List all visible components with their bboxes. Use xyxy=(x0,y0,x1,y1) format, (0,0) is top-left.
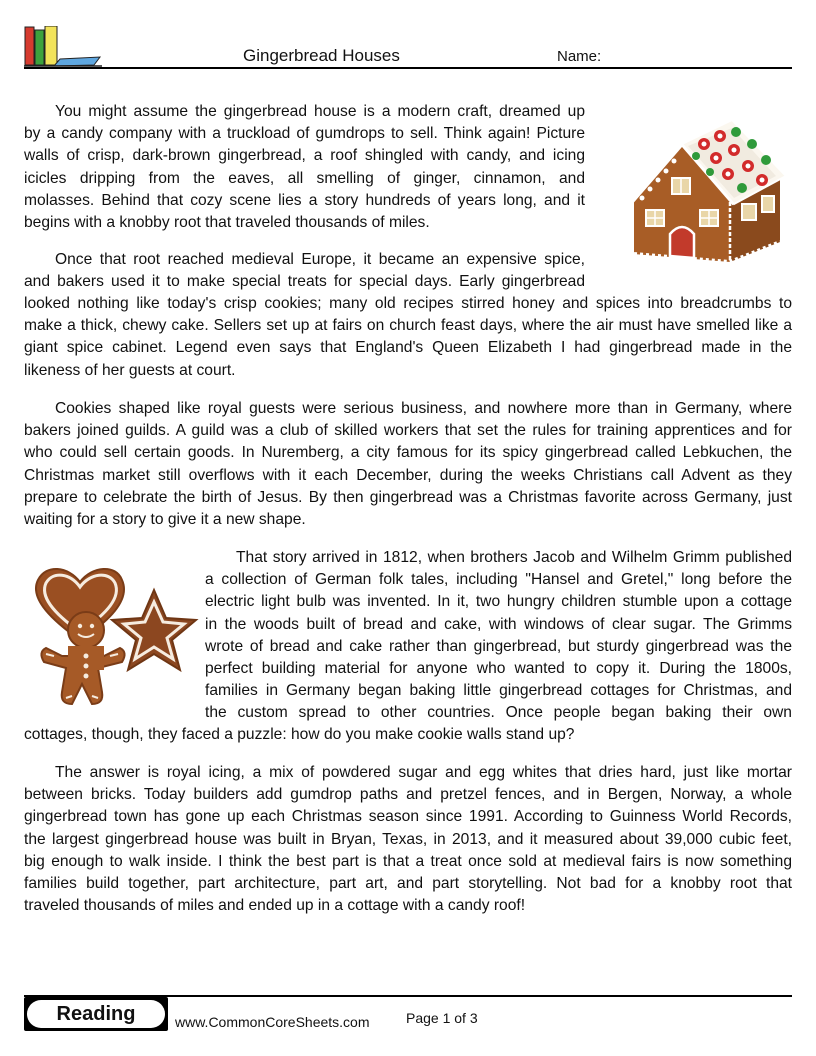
site-url: www.CommonCoreSheets.com xyxy=(175,1014,370,1030)
text-line: giant spice cabinet. Legend even says that England's Queen Elizabeth I had gingerbread made in the xyxy=(24,339,792,357)
text-line: That story arrived in 1812, when brothers Jacob and Wilhelm Grimm published xyxy=(236,549,792,566)
books-logo-icon xyxy=(24,26,104,68)
text-line: families build together, part architecture, part art, and part storytelling. Not bad for a knobby root that xyxy=(24,875,792,893)
gingerbread-house-icon xyxy=(612,106,792,268)
paragraph-5 xyxy=(24,762,792,917)
text-line: walls of crisp, dark-brown gingerbread, a roof shingled with candy, and icing xyxy=(24,147,585,165)
text-line: the custom spread to other countries. Once people began baking their own xyxy=(205,704,792,722)
text-line: You might assume the gingerbread house is a modern craft, dreamed up xyxy=(55,103,585,120)
text-line: prepare to celebrate the birth of Jesus. By then gingerbread was a Christmas favorite across Germany, just xyxy=(24,488,792,506)
text-line: who could sell certain goods. In Nuremberg, a city famous for its spicy gingerbread called Lebkuchen, the xyxy=(24,444,792,462)
text-line: looked nothing like today's crisp cookies; many old recipes stirred honey and spices into breadcrumbs to xyxy=(24,295,792,312)
page-header xyxy=(24,0,792,70)
text-line: bakers joined guilds. A guild was a club of skilled workers that set the rules for training apprentices and for xyxy=(24,422,792,440)
text-line: between bricks. Today builders add gumdrop paths and pretzel fences, and in Bergen, Norway, a whole xyxy=(24,786,792,804)
subject-badge xyxy=(24,997,168,1031)
text-line: Cookies shaped like royal guests were serious business, and nowhere more than in Germany, where xyxy=(55,400,792,417)
text-line: families in Germany began baking little gingerbread cottages for Christmas, and xyxy=(205,682,792,700)
text-line: begins with a knobby root that traveled thousands of miles. xyxy=(24,214,430,232)
paragraph-1 xyxy=(24,101,585,234)
text-line: perfect building material for anyone who wanted to copy it. During the 1800s, xyxy=(205,660,792,678)
text-line: traveled thousands of miles and ended up in a cottage with a candy roof! xyxy=(24,897,526,915)
text-line: by a candy company with a truckload of gumdrops to sell. Think again! Picture xyxy=(24,125,585,143)
page-title: Gingerbread Houses xyxy=(243,46,400,65)
text-line: icicles dripping from the eaves, all smelling of ginger, cinnamon, and xyxy=(24,169,585,187)
text-line: gingerbread town has gone up each Christmas season since 1991. According to Guinness World Records, xyxy=(24,808,792,826)
name-label: Name: xyxy=(557,48,602,65)
text-line: wrote of bread and cake rather than gingerbread, but sturdy gingerbread was the xyxy=(205,637,792,655)
text-line: Christmas market still overflows with it each December, during the weeks Christians call Advent as they xyxy=(24,466,792,484)
text-line: a collection of German folk tales, including "Hansel and Gretel," long before the xyxy=(205,571,792,589)
text-line: likeness of her guests at court. xyxy=(24,361,236,379)
gingerbread-cookies-icon xyxy=(26,552,201,712)
text-line: cottages, though, they faced a puzzle: how do you make cookie walls stand up? xyxy=(24,726,575,743)
text-line: electric light bulb was invented. In it, two hungry children stumble upon a cottage xyxy=(205,593,792,611)
paragraph-3 xyxy=(24,398,792,531)
text-line: The answer is royal icing, a mix of powdered sugar and egg whites that dries hard, just like mortar xyxy=(55,764,792,781)
text-line: and bakers used it to make special treats for special days. Early gingerbread xyxy=(24,273,585,291)
text-line: the largest gingerbread house was built in Bryan, Texas, in 2013, and it measured about 39,000 cubic feet, xyxy=(24,830,792,848)
text-line: Once that root reached medieval Europe, it became an expensive spice, xyxy=(55,251,585,268)
header-divider xyxy=(24,67,792,69)
page-number: Page 1 of 3 xyxy=(406,1010,478,1026)
text-line: molasses. Behind that cozy scene lies a story hundreds of years long, and it xyxy=(24,191,585,209)
text-line: make a thick, chewy cake. Sellers set up at fairs on church feast days, where the air must have smelled like a xyxy=(24,317,792,335)
subject-badge-label: Reading xyxy=(27,1000,165,1028)
text-line: big enough to walk inside. I think the best part is that a treat once sold at medieval fairs is now something xyxy=(24,852,792,870)
text-line: in the woods built of bread and cake, with windows of clear sugar. The Grimms xyxy=(205,615,792,633)
text-line: waiting for a story to give it a new shape. xyxy=(24,511,306,529)
